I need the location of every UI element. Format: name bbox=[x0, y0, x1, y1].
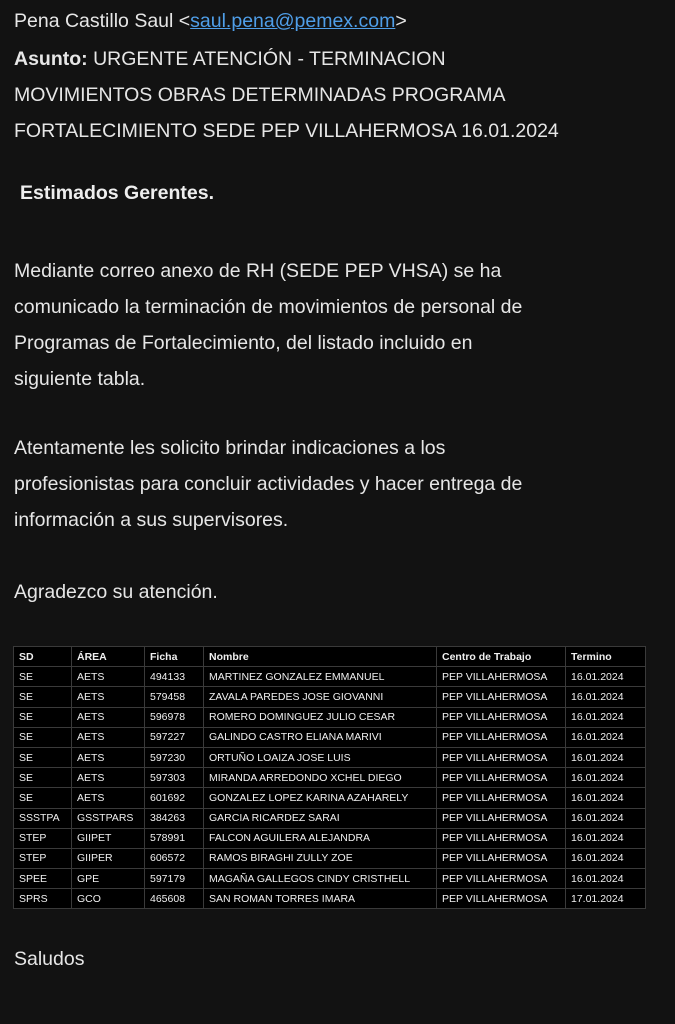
paragraph-line: Programas de Fortalecimiento, del listado incluido en bbox=[14, 332, 473, 354]
cell-centro: PEP VILLAHERMOSA bbox=[437, 808, 566, 828]
cell-centro: PEP VILLAHERMOSA bbox=[437, 828, 566, 848]
cell-termino: 16.01.2024 bbox=[566, 667, 646, 687]
cell-termino: 17.01.2024 bbox=[566, 889, 646, 909]
cell-ficha: 494133 bbox=[145, 667, 204, 687]
sender-name: Pena Castillo Saul bbox=[14, 10, 174, 32]
cell-sd: SE bbox=[14, 687, 72, 707]
table-row bbox=[14, 667, 646, 687]
header-centro: Centro de Trabajo bbox=[437, 647, 566, 667]
cell-sd: SE bbox=[14, 707, 72, 727]
cell-centro: PEP VILLAHERMOSA bbox=[437, 848, 566, 868]
cell-sd: SSSTPA bbox=[14, 808, 72, 828]
cell-centro: PEP VILLAHERMOSA bbox=[437, 768, 566, 788]
cell-centro: PEP VILLAHERMOSA bbox=[437, 788, 566, 808]
table-row bbox=[14, 869, 646, 889]
cell-area: AETS bbox=[72, 667, 145, 687]
closing: Saludos bbox=[14, 948, 85, 970]
cell-nombre: GARCIA RICARDEZ SARAI bbox=[204, 808, 437, 828]
cell-termino: 16.01.2024 bbox=[566, 727, 646, 747]
cell-termino: 16.01.2024 bbox=[566, 747, 646, 767]
cell-centro: PEP VILLAHERMOSA bbox=[437, 727, 566, 747]
cell-nombre: MIRANDA ARREDONDO XCHEL DIEGO bbox=[204, 768, 437, 788]
cell-nombre: GALINDO CASTRO ELIANA MARIVI bbox=[204, 727, 437, 747]
cell-termino: 16.01.2024 bbox=[566, 768, 646, 788]
cell-ficha: 597230 bbox=[145, 747, 204, 767]
cell-centro: PEP VILLAHERMOSA bbox=[437, 687, 566, 707]
cell-area: AETS bbox=[72, 687, 145, 707]
cell-nombre: ORTUÑO LOAIZA JOSE LUIS bbox=[204, 747, 437, 767]
header-area: ÁREA bbox=[72, 647, 145, 667]
cell-ficha: 597227 bbox=[145, 727, 204, 747]
cell-area: GPE bbox=[72, 869, 145, 889]
cell-centro: PEP VILLAHERMOSA bbox=[437, 667, 566, 687]
cell-area: GSSTPARS bbox=[72, 808, 145, 828]
table-body bbox=[14, 667, 646, 909]
table-row bbox=[14, 707, 646, 727]
header-ficha: Ficha bbox=[145, 647, 204, 667]
cell-ficha: 465608 bbox=[145, 889, 204, 909]
table-row bbox=[14, 727, 646, 747]
cell-sd: STEP bbox=[14, 848, 72, 868]
cell-ficha: 601692 bbox=[145, 788, 204, 808]
table-row bbox=[14, 747, 646, 767]
cell-area: AETS bbox=[72, 747, 145, 767]
cell-area: AETS bbox=[72, 707, 145, 727]
sender-bracket-close: > bbox=[395, 10, 407, 32]
personnel-table bbox=[13, 646, 646, 909]
body-paragraph-3 bbox=[14, 574, 218, 610]
cell-sd: SPRS bbox=[14, 889, 72, 909]
cell-ficha: 606572 bbox=[145, 848, 204, 868]
cell-centro: PEP VILLAHERMOSA bbox=[437, 747, 566, 767]
cell-area: GIIPER bbox=[72, 848, 145, 868]
cell-sd: STEP bbox=[14, 828, 72, 848]
paragraph-line: información a sus supervisores. bbox=[14, 509, 289, 531]
cell-termino: 16.01.2024 bbox=[566, 869, 646, 889]
sender-bracket-open: < bbox=[178, 10, 191, 32]
body-paragraph-1 bbox=[14, 253, 522, 397]
subject-line-2: MOVIMIENTOS OBRAS DETERMINADAS PROGRAMA bbox=[14, 84, 506, 106]
sender-email-link[interactable]: saul.pena@pemex.com bbox=[190, 10, 396, 32]
table-row bbox=[14, 768, 646, 788]
cell-sd: SPEE bbox=[14, 869, 72, 889]
cell-ficha: 384263 bbox=[145, 808, 204, 828]
cell-termino: 16.01.2024 bbox=[566, 848, 646, 868]
cell-nombre: GONZALEZ LOPEZ KARINA AZAHARELY bbox=[204, 788, 437, 808]
cell-area: AETS bbox=[72, 788, 145, 808]
cell-sd: SE bbox=[14, 667, 72, 687]
sender-line bbox=[14, 4, 407, 38]
cell-ficha: 597179 bbox=[145, 869, 204, 889]
cell-nombre: SAN ROMAN TORRES IMARA bbox=[204, 889, 437, 909]
cell-ficha: 596978 bbox=[145, 707, 204, 727]
header-nombre: Nombre bbox=[204, 647, 437, 667]
subject-block bbox=[14, 41, 559, 149]
subject-line-3: FORTALECIMIENTO SEDE PEP VILLAHERMOSA 16.01.2024 bbox=[14, 120, 559, 142]
paragraph-line: Agradezco su atención. bbox=[14, 581, 218, 603]
subject-line-1 bbox=[14, 41, 559, 77]
table-row bbox=[14, 808, 646, 828]
paragraph-line: Mediante correo anexo de RH (SEDE PEP VHSA) se ha bbox=[14, 260, 502, 282]
paragraph-line: siguiente tabla. bbox=[14, 368, 146, 390]
cell-nombre: MARTINEZ GONZALEZ EMMANUEL bbox=[204, 667, 437, 687]
cell-sd: SE bbox=[14, 727, 72, 747]
paragraph-line: Atentamente les solicito brindar indicaciones a los bbox=[14, 437, 446, 459]
table-row bbox=[14, 889, 646, 909]
table-row bbox=[14, 828, 646, 848]
cell-centro: PEP VILLAHERMOSA bbox=[437, 869, 566, 889]
table-header-row bbox=[14, 647, 646, 667]
cell-nombre: ROMERO DOMINGUEZ JULIO CESAR bbox=[204, 707, 437, 727]
cell-sd: SE bbox=[14, 747, 72, 767]
paragraph-line: profesionistas para concluir actividades y hacer entrega de bbox=[14, 473, 523, 495]
header-termino: Termino bbox=[566, 647, 646, 667]
cell-nombre: MAGAÑA GALLEGOS CINDY CRISTHELL bbox=[204, 869, 437, 889]
table-row bbox=[14, 848, 646, 868]
table-row bbox=[14, 788, 646, 808]
subject-label: Asunto: bbox=[14, 48, 88, 70]
cell-termino: 16.01.2024 bbox=[566, 808, 646, 828]
body-paragraph-2 bbox=[14, 430, 522, 538]
cell-termino: 16.01.2024 bbox=[566, 828, 646, 848]
cell-area: GIIPET bbox=[72, 828, 145, 848]
cell-centro: PEP VILLAHERMOSA bbox=[437, 707, 566, 727]
paragraph-line: comunicado la terminación de movimientos de personal de bbox=[14, 296, 523, 318]
cell-area: AETS bbox=[72, 727, 145, 747]
cell-nombre: FALCON AGUILERA ALEJANDRA bbox=[204, 828, 437, 848]
cell-nombre: RAMOS BIRAGHI ZULLY ZOE bbox=[204, 848, 437, 868]
cell-area: GCO bbox=[72, 889, 145, 909]
cell-sd: SE bbox=[14, 768, 72, 788]
cell-ficha: 579458 bbox=[145, 687, 204, 707]
subject-text-1: URGENTE ATENCIÓN - TERMINACION bbox=[93, 48, 446, 70]
cell-nombre: ZAVALA PAREDES JOSE GIOVANNI bbox=[204, 687, 437, 707]
cell-ficha: 578991 bbox=[145, 828, 204, 848]
cell-termino: 16.01.2024 bbox=[566, 788, 646, 808]
cell-termino: 16.01.2024 bbox=[566, 707, 646, 727]
cell-termino: 16.01.2024 bbox=[566, 687, 646, 707]
cell-ficha: 597303 bbox=[145, 768, 204, 788]
cell-sd: SE bbox=[14, 788, 72, 808]
header-sd: SD bbox=[14, 647, 72, 667]
cell-centro: PEP VILLAHERMOSA bbox=[437, 889, 566, 909]
table-row bbox=[14, 687, 646, 707]
cell-area: AETS bbox=[72, 768, 145, 788]
greeting: Estimados Gerentes. bbox=[20, 182, 214, 204]
